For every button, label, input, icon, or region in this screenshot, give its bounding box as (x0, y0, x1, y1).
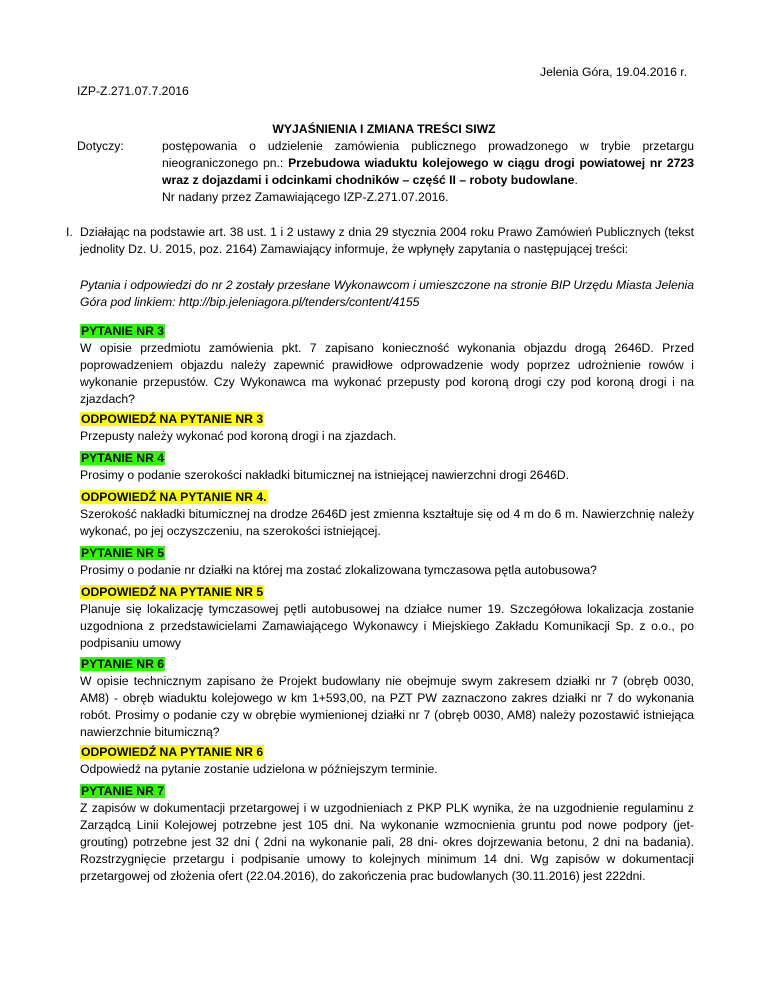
question-label: PYTANIE NR 4 (81, 451, 165, 465)
place-date: Jelenia Góra, 19.04.2016 r. (540, 65, 688, 79)
subject-number: Nr nadany przez Zamawiającego IZP-Z.271.07.2016. (162, 190, 449, 204)
question-text: Z zapisów w dokumentacji przetargowej i w uzgodnieniach z PKP PLK wynika, że na uzgodnienie regulaminu z Zarządcą Linii Kolejowej potrzebne jest 105 dni. Na wykonanie wzmocnienia gruntu pod nowe podpory (jet- grouting) potrzebne jest 32 dni ( 2dni na wykonanie pali, 28 dni- okres dojrzewania betonu, 2 dni na badania). Rozstrzygnięcie przetargu i podpisanie umowy to kolejnych minimum 14 dni. Wg zapisów w dokumentacji przetargowej od złożenia ofert (22.04.2016), do zakończenia prac budowlanych (30.11.2016) jest 222dni. (80, 801, 694, 883)
answer-text: Szerokość nakładki bitumicznej na drodze 2646D jest zmienna kształtuje się od 4 m do 6 m. Nawierzchnię należy wykonać, po jej oczyszczeniu, na szerokości istniejącej. (80, 507, 694, 538)
previous-answers-note: Pytania i odpowiedzi do nr 2 zostały przesłane Wykonawcom i umieszczone na stronie BIP Urzędu Miasta Jelenia Góra pod linkiem: http://bip.jeleniagora.pl/tenders/content/4155 (80, 278, 694, 309)
reference-number: IZP-Z.271.07.7.2016 (77, 84, 189, 98)
answer-label: ODPOWIEDŹ NA PYTANIE NR 5 (81, 585, 264, 599)
section-intro: Działając na podstawie art. 38 ust. 1 i 2 ustawy z dnia 29 stycznia 2004 roku Prawo Zamówień Publicznych (tekst jednolity Dz. U. 2015, poz. 2164) Zamawiający informuje, że wpłynęły zapytania o następującej treści: (80, 225, 694, 256)
answer-text: Planuje się lokalizację tymczasowej pętli autobusowej na działce numer 19. Szczegółowa lokalizacja zostanie uzgodniona z przedstawicielami Zamawiającego Wykonawcy i Miejskiego Zakładu Komunikacji Sp. z o.o., po podpisaniu umowy (80, 602, 694, 650)
answer-label: ODPOWIEDŹ NA PYTANIE NR 4. (81, 490, 267, 504)
section-numeral: I. (66, 225, 73, 239)
question-label: PYTANIE NR 5 (81, 546, 165, 560)
answer-text: Odpowiedź na pytanie zostanie udzielona w późniejszym terminie. (80, 762, 438, 776)
document-title: WYJAŚNIENIA I ZMIANA TREŚCI SIWZ (272, 122, 496, 136)
answer-label: ODPOWIEDŹ NA PYTANIE NR 3 (81, 412, 264, 426)
question-text: Prosimy o podanie nr działki na której ma zostać zlokalizowana tymczasowa pętla autobusowa? (80, 563, 597, 577)
answer-label: ODPOWIEDŹ NA PYTANIE NR 6 (81, 745, 264, 759)
question-label: PYTANIE NR 3 (81, 324, 165, 338)
question-text: W opisie przedmiotu zamówienia pkt. 7 zapisano konieczność wykonania objazdu drogą 2646D. Przed poprowadzeniem objazdu należy zapewnić prawidłowe odprowadzenie wody poprzez udrożnienie rowów i wykonanie przepustów. Czy Wykonawca ma wykonać przepusty pod koroną drogi czy pod koroną drogi i na zjazdach? (80, 341, 694, 406)
subject-text-plain: postępowania o udzielenie zamówienia publicznego prowadzonego w trybie przetargu nieograniczonego pn.: (162, 139, 694, 170)
question-text: W opisie technicznym zapisano że Projekt budowlany nie obejmuje swym zakresem działki nr 7 (obręb 0030, AM8) - obręb wiaduktu kolejowego w km 1+593,00, na PZT PW zaznaczono zakres działki nr 7 do wykonania robót. Prosimy o podanie czy w obrębie wymienionej działki nr 7 (obręb 0030, AM8) należy pozostawić istniejąca nawierzchnie bitumiczną? (80, 674, 694, 739)
subject-text (162, 138, 694, 189)
subject-label: Dotyczy: (77, 139, 124, 153)
subject-text-title: Przebudowa wiaduktu kolejowego w ciągu drogi powiatowej nr 2723 wraz z dojazdami i odcinkami chodników – część II – roboty budowlane (162, 156, 694, 187)
answer-text: Przepusty należy wykonać pod koroną drogi i na zjazdach. (80, 429, 397, 443)
subject-text-end: . (574, 173, 578, 187)
question-text: Prosimy o podanie szerokości nakładki bitumicznej na istniejącej nawierzchni drogi 2646D. (80, 468, 570, 482)
question-label: PYTANIE NR 7 (81, 784, 165, 798)
question-label: PYTANIE NR 6 (81, 657, 165, 671)
